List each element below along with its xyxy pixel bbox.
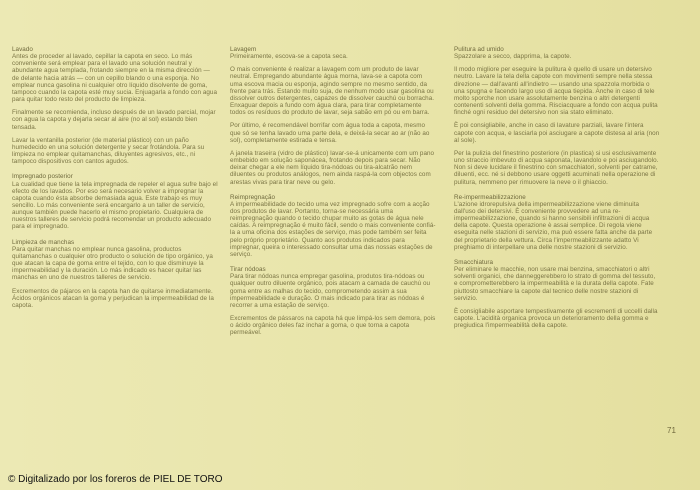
heading-limpieza: Limpieza de manchas <box>12 238 75 246</box>
column-portuguese <box>230 46 436 344</box>
section-smacchiatura <box>454 259 660 329</box>
paragraph: Il modo migliore per eseguire la pulitura è quello di usare un detersivo neutro. Lavare la tela della capote con movimenti sempre nella stessa direzione — dall'avanti all'indietro — usando una spazzola morbida o una spugna e facendo largo uso di acqua tiepida. Anche in caso di tele molto sporche non usare assolutamente benzina o altri detergenti contenenti solventi della gomma. Risciacquare a fondo con acqua pulita finché ogni residuo del detersivo non sia stato eliminato. <box>454 66 658 117</box>
paragraph: O mais conveniente é realizar a lavagem com um produto de lavar neutral. Empregando abundante água morna, lava-se a capota com uma escova macia ou esponja, agindo sempre no mesmo sentido, da frente para trás. Estando muito suja, de nenhum modo usar gasolina ou dissolver outros detergentes, capazes de dissolver cauchú ou borracha. Enxaguar depois a fundo com água clara, para tirar completamente todos os resíduos do produto de lavar, seja sabão em pó ou em barra. <box>230 66 435 117</box>
paragraph: Para quitar manchas no emplear nunca gasolina, productos quitamanchas o cualquier otro producto o solución de tipo orgánico, ya que atacan la capa de goma entre el tejido, con lo que disminuye la impermeabilidad y la duración. Lo más indicado es hacer quitar las manchas en uno de nuestros talleres de servicio. <box>12 245 213 282</box>
paragraph: Excrementos de pájaros en la capota han de quitarse inmediatamente. Ácidos orgánicos atacan la goma y perjudican la impermeabilidad de la capota. <box>12 287 214 309</box>
heading-smacchiatura: Smacchiatura <box>454 258 494 266</box>
paragraph: È consigliabile asportare tempestivamente gli escrementi di uccelli dalla capote. L'acidità organica provoca un deterioramento della gomma e pregiudica l'impermeabilità della capote. <box>454 307 658 330</box>
paragraph: Finalmente se recomienda, incluso después de un lavado parcial, mojar con agua la capota y dejarla secar al aire (no al sol) estando bien tensada. <box>12 109 216 131</box>
paragraph: Antes de proceder al lavado, cepillar la capota en seco. Lo más conveniente será emplear para el lavado una solución neutral y abundante agua templada, frotando siempre en la misma dirección — de delante hacia atrás — con un cepillo blando o una esponja. No emplear nunca gasolina ni cualquier otro líquido disolvente de goma, tampoco cuando la capota esté muy sucia. Enjuagarla a fondo con agua para quitar todo resto del producto de limpieza. <box>12 53 218 104</box>
paragraph: A impermeabilidade do tecido uma vez impregnado sofre com a acção dos produtos de lavar. Portanto, torna-se necessária uma reimpregnação quando o tecido chupar muito as gotas de água nele caídas. A reimpregnação é muito fácil, sendo o mais conveniente confiá-la a uma oficina dos estações de serviço, mas pode também ser feita pelo próprio proprietário. Quanto aos produtos indicados para impregnar, queira o interessado consultar uma das nossas estações de serviço. <box>230 200 436 258</box>
paragraph: L'azione idrorepulsiva della impermeabilizzazione viene diminuita dall'uso dei detersivi. È conveniente provvedere ad una re-impermeabilizzazione, quando si hanno sensibili infiltrazioni di acqua della capote. Questa operazione è assai semplice. Di regola viene eseguita nelle stazioni di servizio, ma può essere fatta anche da parte del proprietario della vettura. Circa l'impermeabilizzante adatto Vi preghiamo di interpellare una delle nostre stazioni di servizio. <box>454 200 653 251</box>
section-re-impermeabilizzazione <box>454 194 660 251</box>
section-reimpregnacao <box>230 194 436 258</box>
paragraph: Lavar la ventanilla posterior (de material plástico) con un paño humedecido en una solución detergente y secar frotándola. Para su limpieza no emplear quitamanchas, diluyentes agresivos, etc., ni tampoco dispositivos con cantos agudos. <box>12 136 205 166</box>
column-italian <box>454 46 660 337</box>
page-number: 71 <box>667 426 676 435</box>
paragraph: È poi consigliabile, anche in caso di lavature parziali, lavare l'intera capote con acqua, e lasciarla poi asciugare a capote distesa al aria (non al sole). <box>454 122 660 144</box>
heading-lavagem: Lavagem <box>230 46 257 53</box>
section-tirar-nodoas <box>230 266 436 336</box>
heading-tirar-nodoas: Tirar nódoas <box>230 266 266 274</box>
paragraph: Per eliminare le macchie, non usare mai benzina, smacchiatori o altri solventi organici, che danneggerebbero lo strato di gomma del tessuto, e comprometterebbero la impermeabilità e la durata della capote. Fate piuttosto smacchiare la capote dal tecnico delle nostre stazioni di servizio. <box>454 266 656 302</box>
heading-pulitura: Pulitura ad umido <box>454 46 504 53</box>
section-lavagem <box>230 46 436 186</box>
column-spanish <box>12 46 218 317</box>
paragraph: La cualidad que tiene la tela impregnada de repeler el agua sufre bajo el efecto de los lavados. Por eso será necesario volver a impregnar la capota cuando ésta absorbe demasiada agua. Este trabajo es muy sencillo. Lo más conveniente será encargarlo a un taller de servicio, aunque también puede hacerlo el mismo propietario. Cualquiera de nuestros talleres de servicio podrá recomendar un producto adecuado para el impregnado. <box>12 180 218 231</box>
section-pulitura <box>454 46 660 186</box>
section-limpieza <box>12 239 218 309</box>
heading-impregnado: Impregnado posterior <box>12 173 73 181</box>
scan-credit-footer: © Digitalizado por los foreros de PIEL DE TORO <box>8 474 223 485</box>
paragraph: A janela traseira (vidro de plástico) lavar-se-á unicamente com um pano embebido em solução saponácea, frotando depois para secar. Não deixar chegar a ele nem líquido tira-nódoas ou tira-alcatrão nem diluentes ou produtos análogos, nem ainda raspá-la com objectos com arestas vivas para tirar neve ou gelo. <box>230 149 435 186</box>
paragraph: Spazzolare a secco, dapprima, la capote. <box>454 53 572 61</box>
section-impregnado <box>12 173 218 230</box>
paragraph: Per la pulizia del finestrino posteriore (in plastica) si usi esclusivamente uno straccio imbevuto di acqua saponata, lavandolo e poi asciugandolo. Non si deve lucidare il finestrino con smacchiatori, solventi per catrame, diluenti, ecc. né si debbono usare oggetti acuminati nella operazione di pulitura, nemmeno per rimuovere la neve o il ghiaccio. <box>454 149 659 186</box>
heading-reimpregnacao: Reimpregnação <box>230 193 276 201</box>
paragraph: Para tirar nódoas nunca empregar gasolina, produtos tira-nódoas ou qualquer outro diluente orgânico, pois atacam a camada de cauchú ou goma entre as malhas do tecido, comprometendo assim a sua impermeabilidade e duração. O mais indicado para tirar as nódoas é recorrer a uma estação de serviço. <box>230 273 431 309</box>
paragraph: Primeiramente, escova-se a capota seca. <box>230 53 348 61</box>
section-lavado <box>12 46 218 165</box>
paragraph: Por último, é recomendável borrifar com água toda a capota, mesmo que só se tenha lavado uma parte dela, e deixá-la secar ao ar (não ao sol), completamente estirada e tensa. <box>230 122 430 144</box>
heading-lavado: Lavado <box>12 46 33 53</box>
paragraph: Excrementos de pássaros na capota há que limpá-los sem demora, pois o ácido orgânico deles faz inchar a goma, o que torna a capota permeável. <box>230 315 436 337</box>
heading-re-impermeabilizzazione: Re-impermeabilizzazione <box>454 193 526 201</box>
